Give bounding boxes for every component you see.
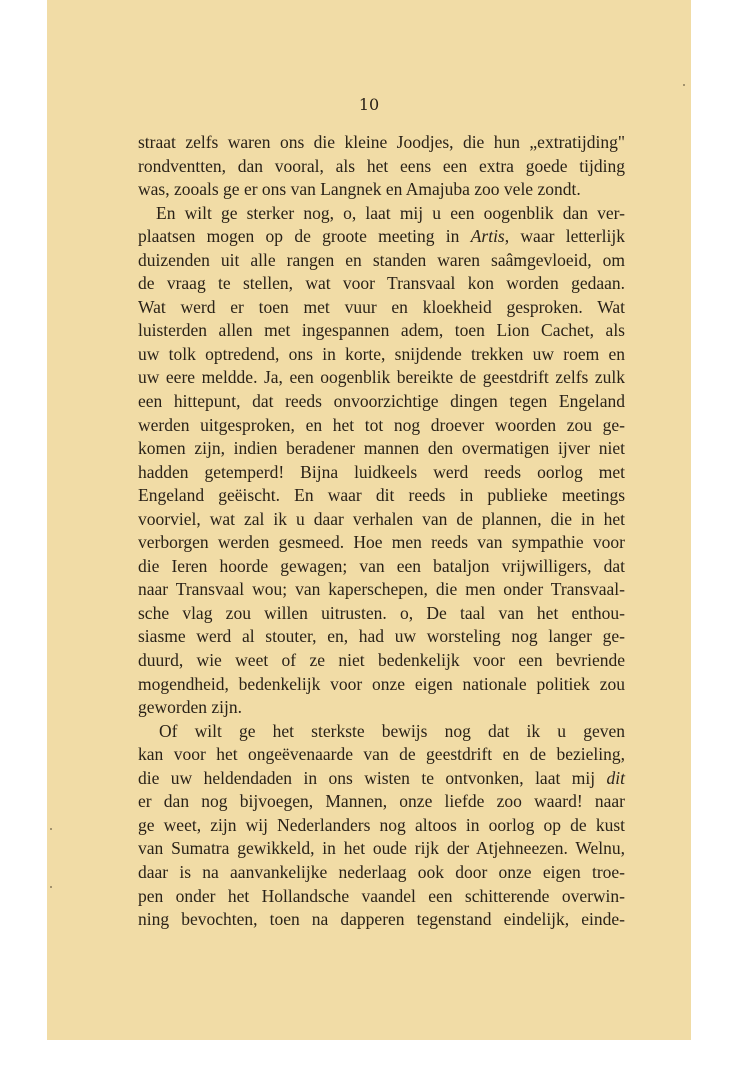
- text-line: [138, 767, 625, 791]
- text-segment: plaatsen mogen op de groote meeting in: [138, 226, 471, 247]
- text-line: uw tolk optredend, ons in korte, snijdende trekken uw roem en: [138, 343, 625, 364]
- text-line: [138, 225, 625, 249]
- text-line: ge weet, zijn wij Nederlanders nog altoos in oorlog op de kust: [138, 814, 625, 835]
- text-line: geworden zijn.: [138, 697, 242, 718]
- text-line: rondventten, dan vooral, als het eens een extra goede tijding: [138, 155, 625, 176]
- text-line: kan voor het ongeëvenaarde van de geestdrift en de bezieling,: [138, 744, 625, 765]
- text-segment: , waar letterlijk: [504, 226, 625, 247]
- text-segment: die uw heldendaden in ons wisten te ontvonken, laat mij: [138, 767, 596, 788]
- text-line: de vraag te stellen, wat voor Transvaal kon worden gedaan.: [138, 273, 625, 294]
- text-line: van Sumatra gewikkeld, in het oude rijk der Atjehneezen. Welnu,: [138, 838, 625, 859]
- text-line: daar is na aanvankelijke nederlaag ook door onze eigen troe-: [138, 861, 625, 882]
- text-line: er dan nog bijvoegen, Mannen, onze liefde zoo waard! naar: [138, 791, 625, 812]
- text-line: luisterden allen met ingespannen adem, toen Lion Cachet, als: [138, 320, 625, 341]
- text-line: Wat werd er toen met vuur en kloekheid gesproken. Wat: [138, 296, 625, 317]
- text-line: verborgen werden gesmeed. Hoe men reeds van sympathie voor: [138, 532, 625, 553]
- book-page: [47, 0, 691, 1040]
- text-line: duurd, wie weet of ze niet bedenkelijk voor een bevriende: [138, 650, 625, 671]
- page-number: 10: [358, 95, 380, 114]
- body-text: [138, 131, 625, 932]
- text-line: pen onder het Hollandsche vaandel een schitterende overwin-: [138, 885, 625, 906]
- text-line: straat zelfs waren ons die kleine Joodjes, die hun „extratijding": [138, 132, 625, 152]
- text-line: voorviel, wat zal ik u daar verhalen van de plannen, die in het: [138, 508, 625, 529]
- text-line: een hittepunt, dat reeds onvoorzichtige dingen tegen Engeland: [138, 391, 625, 412]
- text-line: Engeland geëischt. En waar dit reeds in publieke meetings: [138, 485, 625, 506]
- text-line: En wilt ge sterker nog, o, laat mij u een oogenblik dan ver-: [156, 202, 625, 223]
- italic-text: Artis: [470, 226, 505, 247]
- text-line: mogendheid, bedenkelijk voor onze eigen nationale politiek zou: [138, 673, 625, 694]
- text-line: siasme werd al stouter, en, had uw worsteling nog langer ge-: [138, 626, 625, 647]
- text-line: die Ieren hoorde gewagen; van een bataljon vrijwilligers, dat: [138, 555, 625, 576]
- text-line: Of wilt ge het sterkste bewijs nog dat ik u geven: [159, 720, 625, 741]
- text-line: uw eere meldde. Ja, een oogenblik bereikte de geestdrift zelfs zulk: [138, 367, 625, 388]
- text-line: ning bevochten, toen na dapperen tegenstand eindelijk, einde-: [138, 909, 625, 930]
- italic-text: dit: [606, 767, 625, 788]
- text-line: was, zooals ge er ons van Langnek en Amajuba zoo vele zondt.: [138, 179, 581, 200]
- text-line: hadden getemperd! Bijna luidkeels werd reeds oorlog met: [138, 461, 625, 482]
- paper-speck: [50, 886, 52, 888]
- text-line: naar Transvaal wou; van kaperschepen, die men onder Transvaal-: [138, 579, 625, 600]
- paper-speck: [50, 828, 52, 830]
- paper-speck: [683, 84, 685, 86]
- text-line: sche vlag zou willen uitrusten. o, De taal van het enthou-: [138, 602, 625, 623]
- text-line: duizenden uit alle rangen en standen waren saâmgevloeid, om: [138, 249, 625, 270]
- text-line: werden uitgesproken, en het tot nog droever woorden zou ge-: [138, 414, 625, 435]
- text-line: komen zijn, indien beradener mannen den overmatigen ijver niet: [138, 438, 625, 459]
